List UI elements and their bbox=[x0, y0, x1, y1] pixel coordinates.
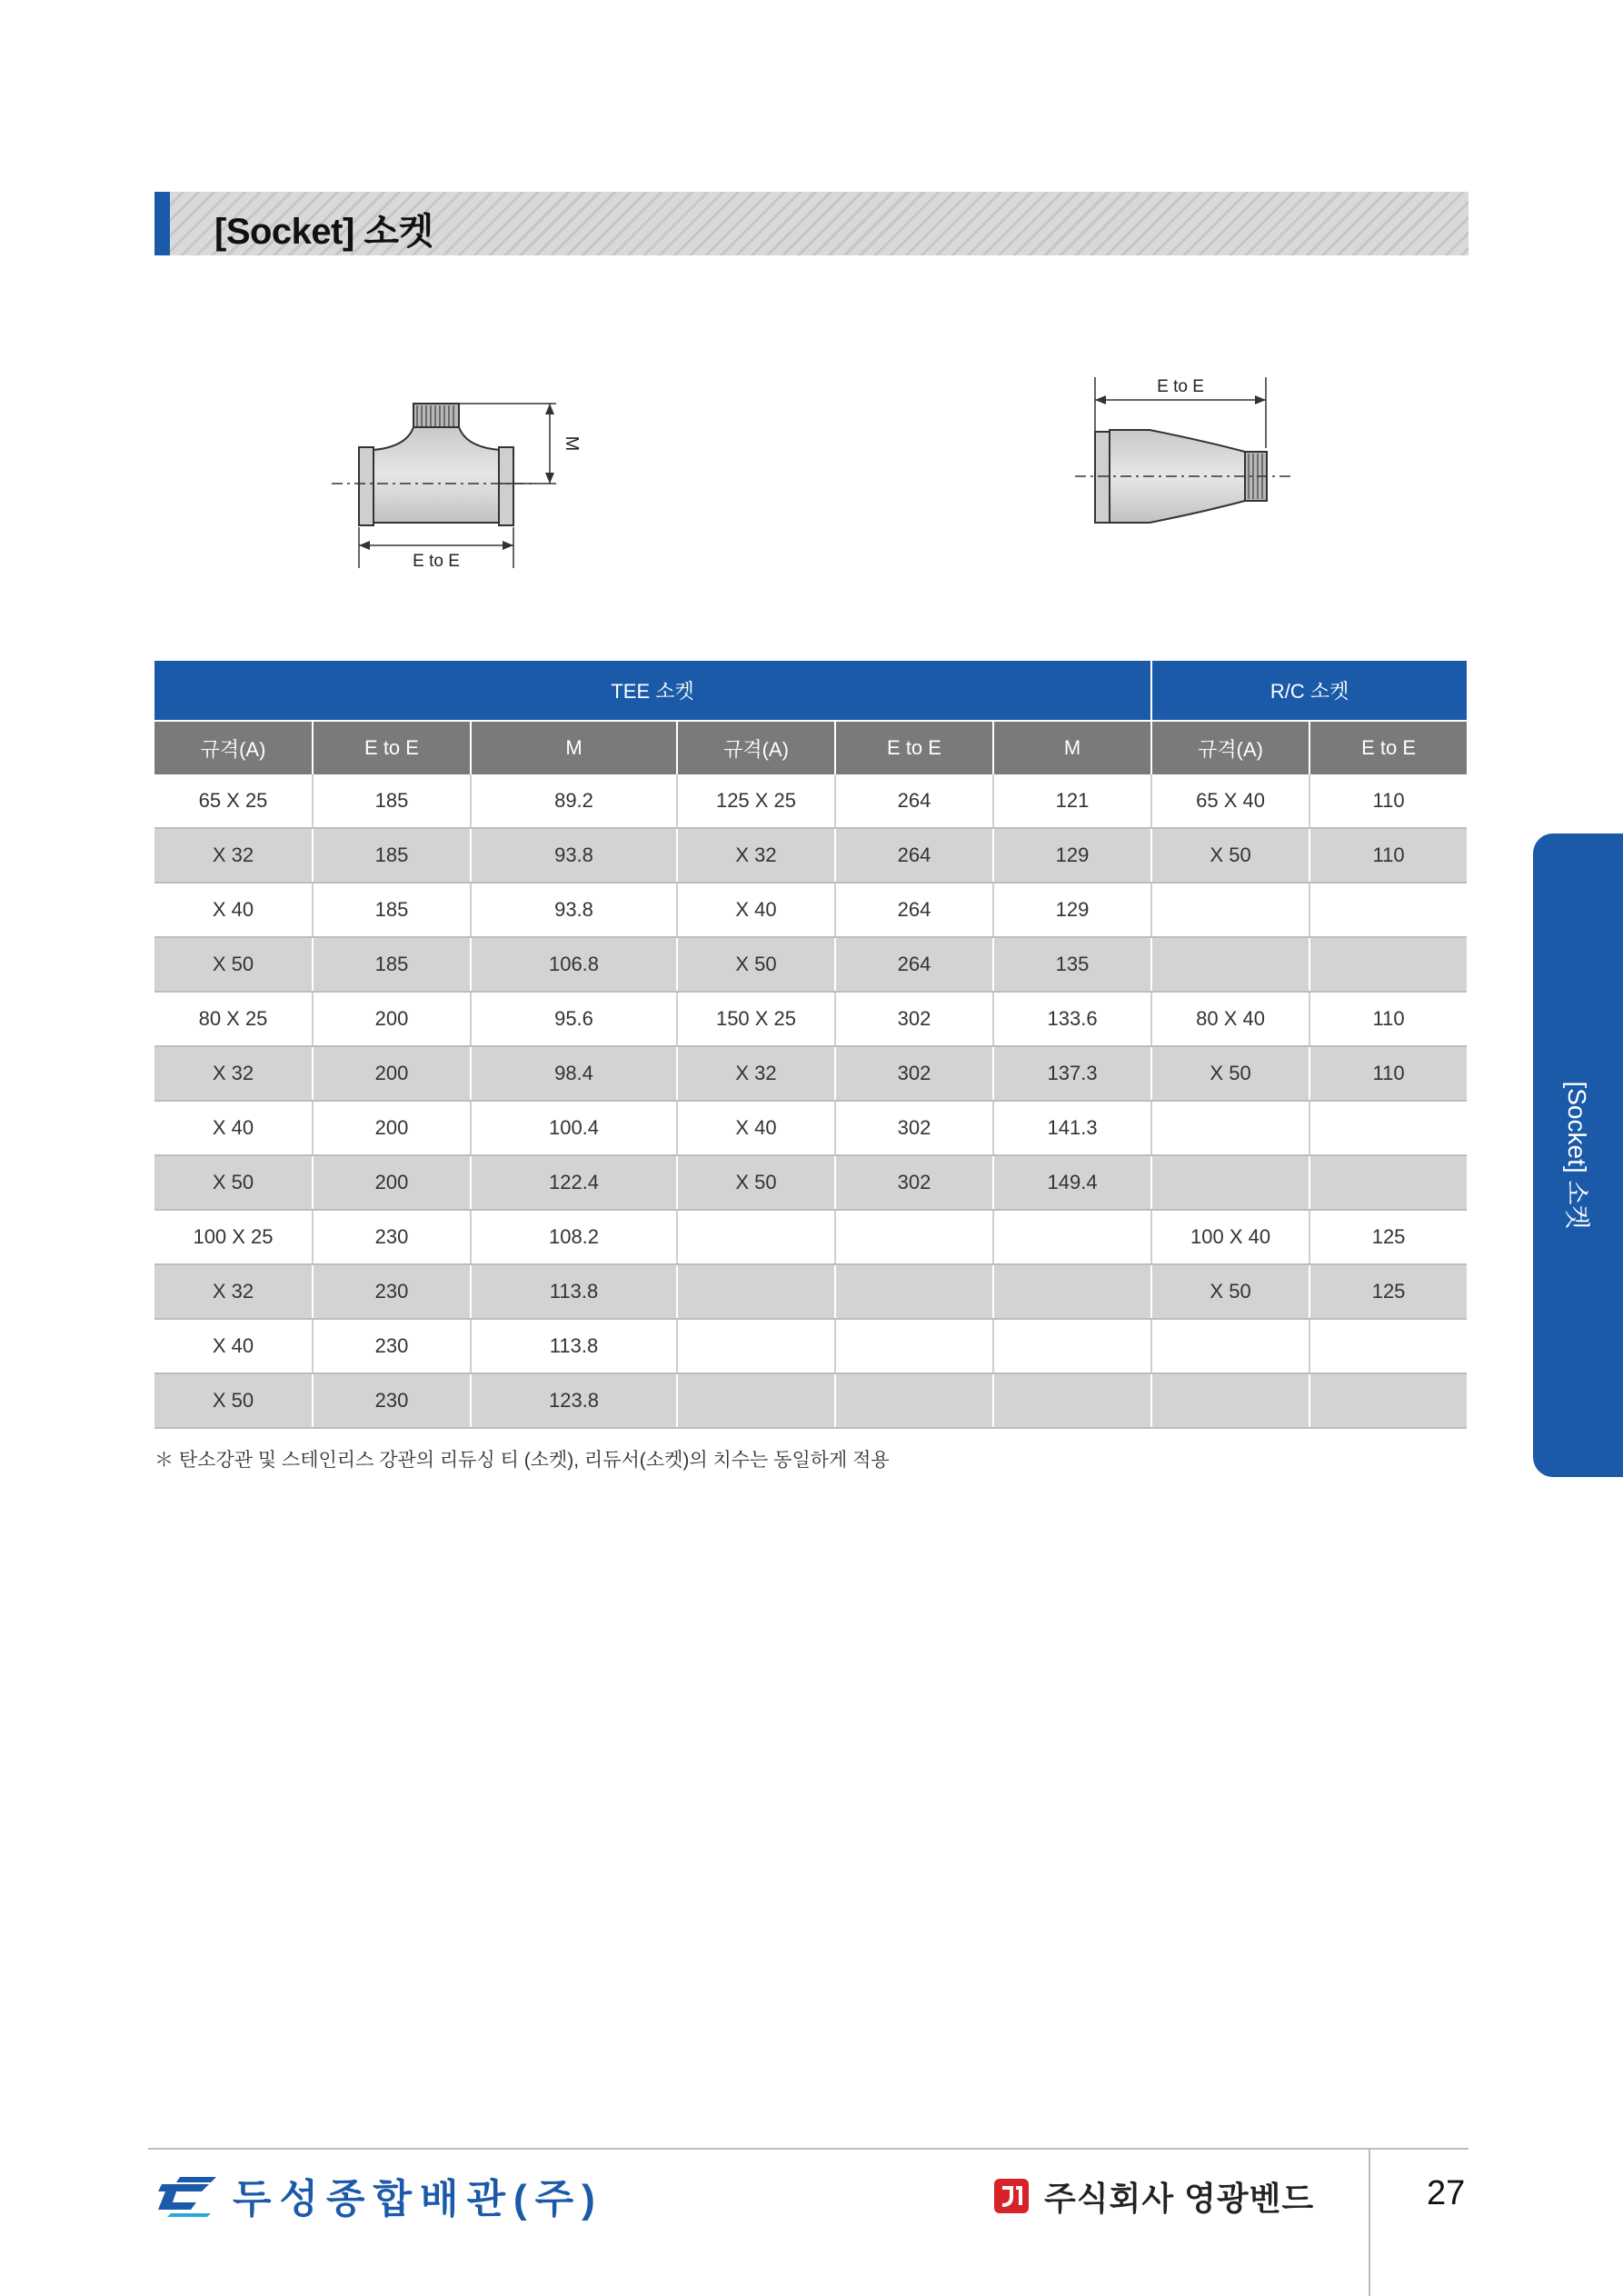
table-row bbox=[154, 1210, 1467, 1264]
footer-divider bbox=[148, 2148, 1469, 2150]
table-cell: 110 bbox=[1309, 828, 1467, 883]
table-cell: 302 bbox=[835, 992, 993, 1046]
table-cell bbox=[677, 1319, 835, 1373]
table-cell bbox=[1151, 883, 1309, 937]
column-header: E to E bbox=[313, 721, 471, 774]
table-cell bbox=[835, 1210, 993, 1264]
tee-socket-group-header: TEE 소켓 bbox=[154, 661, 1151, 721]
table-row bbox=[154, 1155, 1467, 1210]
table-row bbox=[154, 1264, 1467, 1319]
page-title: [Socket] 소켓 bbox=[214, 212, 433, 252]
table-cell: 125 bbox=[1309, 1264, 1467, 1319]
table-cell: 121 bbox=[993, 774, 1151, 828]
column-header: M bbox=[471, 721, 677, 774]
socket-spec-table bbox=[154, 661, 1467, 1429]
table-cell bbox=[677, 1373, 835, 1428]
table-cell: 302 bbox=[835, 1046, 993, 1101]
company-right-logo bbox=[993, 2172, 1314, 2220]
table-cell: 110 bbox=[1309, 774, 1467, 828]
table-cell: 230 bbox=[313, 1319, 471, 1373]
table-cell bbox=[1151, 937, 1309, 992]
table-cell: X 50 bbox=[677, 1155, 835, 1210]
table-row bbox=[154, 774, 1467, 828]
table-cell: 106.8 bbox=[471, 937, 677, 992]
tee-m-label: M bbox=[562, 435, 582, 452]
table-cell: 95.6 bbox=[471, 992, 677, 1046]
table-cell bbox=[1151, 1373, 1309, 1428]
table-cell bbox=[1151, 1155, 1309, 1210]
table-cell: X 32 bbox=[677, 828, 835, 883]
table-cell bbox=[835, 1264, 993, 1319]
table-row bbox=[154, 828, 1467, 883]
table-row bbox=[154, 1101, 1467, 1155]
column-header: 규격(A) bbox=[154, 721, 313, 774]
table-cell: 200 bbox=[313, 1101, 471, 1155]
company-right-name: 주식회사 영광벤드 bbox=[1044, 2179, 1315, 2217]
company-left-logo bbox=[156, 2168, 603, 2222]
table-cell: X 40 bbox=[677, 1101, 835, 1155]
table-cell: 137.3 bbox=[993, 1046, 1151, 1101]
footer-page-divider bbox=[1369, 2148, 1370, 2296]
rc-etoe-label: E to E bbox=[1157, 377, 1204, 396]
doosung-logo-icon bbox=[156, 2171, 220, 2219]
section-title-band bbox=[154, 192, 1469, 255]
table-row bbox=[154, 1046, 1467, 1101]
younggwang-logo-icon bbox=[993, 2178, 1030, 2214]
table-cell bbox=[1151, 1319, 1309, 1373]
table-cell: X 50 bbox=[1151, 1264, 1309, 1319]
table-cell: 110 bbox=[1309, 1046, 1467, 1101]
table-cell bbox=[993, 1373, 1151, 1428]
table-cell bbox=[835, 1373, 993, 1428]
table-cell: 200 bbox=[313, 1046, 471, 1101]
table-cell: 89.2 bbox=[471, 774, 677, 828]
table-cell: X 40 bbox=[154, 1319, 313, 1373]
table-cell: 100.4 bbox=[471, 1101, 677, 1155]
table-cell: X 40 bbox=[154, 883, 313, 937]
table-cell: 230 bbox=[313, 1264, 471, 1319]
table-cell: 302 bbox=[835, 1155, 993, 1210]
table-cell: 65 X 25 bbox=[154, 774, 313, 828]
table-cell: X 32 bbox=[154, 828, 313, 883]
column-header: 규격(A) bbox=[677, 721, 835, 774]
table-cell: 149.4 bbox=[993, 1155, 1151, 1210]
table-cell: 113.8 bbox=[471, 1319, 677, 1373]
table-cell: X 40 bbox=[154, 1101, 313, 1155]
table-cell: 100 X 25 bbox=[154, 1210, 313, 1264]
table-row bbox=[154, 937, 1467, 992]
table-cell bbox=[1309, 1319, 1467, 1373]
table-cell bbox=[1309, 883, 1467, 937]
table-cell: X 32 bbox=[154, 1264, 313, 1319]
table-cell: 185 bbox=[313, 883, 471, 937]
table-cell bbox=[677, 1210, 835, 1264]
title-accent-bar bbox=[154, 192, 170, 255]
table-cell: 185 bbox=[313, 774, 471, 828]
column-header: E to E bbox=[1309, 721, 1467, 774]
table-row bbox=[154, 1319, 1467, 1373]
table-cell: 129 bbox=[993, 883, 1151, 937]
table-cell: X 50 bbox=[1151, 828, 1309, 883]
table-cell bbox=[677, 1264, 835, 1319]
table-cell: 185 bbox=[313, 937, 471, 992]
tee-socket-diagram bbox=[323, 391, 586, 573]
table-cell bbox=[1309, 1101, 1467, 1155]
table-cell bbox=[993, 1264, 1151, 1319]
table-cell: 80 X 40 bbox=[1151, 992, 1309, 1046]
table-row bbox=[154, 883, 1467, 937]
side-tab-label: [Socket] 소켓 bbox=[1562, 1081, 1591, 1230]
rc-socket-group-header: R/C 소켓 bbox=[1151, 661, 1467, 721]
table-cell: 98.4 bbox=[471, 1046, 677, 1101]
table-cell: 141.3 bbox=[993, 1101, 1151, 1155]
column-header: E to E bbox=[835, 721, 993, 774]
table-cell bbox=[1309, 1373, 1467, 1428]
table-cell: 65 X 40 bbox=[1151, 774, 1309, 828]
table-cell: X 50 bbox=[154, 1155, 313, 1210]
company-left-name: 두성종합배관(주) bbox=[233, 2177, 603, 2221]
table-cell: 302 bbox=[835, 1101, 993, 1155]
table-cell bbox=[1151, 1101, 1309, 1155]
column-header: 규격(A) bbox=[1151, 721, 1309, 774]
table-cell: 80 X 25 bbox=[154, 992, 313, 1046]
table-cell: 264 bbox=[835, 937, 993, 992]
table-cell: X 32 bbox=[154, 1046, 313, 1101]
table-cell: 122.4 bbox=[471, 1155, 677, 1210]
table-cell: 185 bbox=[313, 828, 471, 883]
table-cell: 123.8 bbox=[471, 1373, 677, 1428]
table-cell bbox=[1309, 937, 1467, 992]
table-cell: 100 X 40 bbox=[1151, 1210, 1309, 1264]
table-cell: X 40 bbox=[677, 883, 835, 937]
table-cell: X 50 bbox=[1151, 1046, 1309, 1101]
side-section-tab[interactable] bbox=[1533, 834, 1623, 1477]
table-cell: 264 bbox=[835, 828, 993, 883]
table-footnote: ＊ 탄소강관 및 스테인리스 강관의 리듀싱 티 (소켓), 리듀서(소켓)의 치수는 동일하게 적용 bbox=[154, 1450, 890, 1471]
table-cell: X 50 bbox=[154, 1373, 313, 1428]
table-row bbox=[154, 1373, 1467, 1428]
table-cell: 230 bbox=[313, 1373, 471, 1428]
table-cell: 200 bbox=[313, 1155, 471, 1210]
table-cell: 125 X 25 bbox=[677, 774, 835, 828]
tee-etoe-label: E to E bbox=[413, 552, 460, 571]
table-cell: X 50 bbox=[677, 937, 835, 992]
table-cell: 108.2 bbox=[471, 1210, 677, 1264]
rc-socket-diagram bbox=[1068, 368, 1304, 532]
table-cell bbox=[835, 1319, 993, 1373]
table-cell bbox=[993, 1210, 1151, 1264]
table-cell: 135 bbox=[993, 937, 1151, 992]
table-cell bbox=[1309, 1155, 1467, 1210]
table-cell: 264 bbox=[835, 774, 993, 828]
column-header: M bbox=[993, 721, 1151, 774]
table-cell bbox=[993, 1319, 1151, 1373]
table-cell: X 32 bbox=[677, 1046, 835, 1101]
table-cell: 129 bbox=[993, 828, 1151, 883]
table-row bbox=[154, 992, 1467, 1046]
table-cell: 230 bbox=[313, 1210, 471, 1264]
page-number: 27 bbox=[1427, 2174, 1466, 2212]
table-cell: X 50 bbox=[154, 937, 313, 992]
table-cell: 133.6 bbox=[993, 992, 1151, 1046]
table-cell: 200 bbox=[313, 992, 471, 1046]
table-cell: 150 X 25 bbox=[677, 992, 835, 1046]
table-cell: 264 bbox=[835, 883, 993, 937]
table-cell: 113.8 bbox=[471, 1264, 677, 1319]
table-cell: 93.8 bbox=[471, 828, 677, 883]
table-cell: 110 bbox=[1309, 992, 1467, 1046]
table-cell: 125 bbox=[1309, 1210, 1467, 1264]
table-cell: 93.8 bbox=[471, 883, 677, 937]
